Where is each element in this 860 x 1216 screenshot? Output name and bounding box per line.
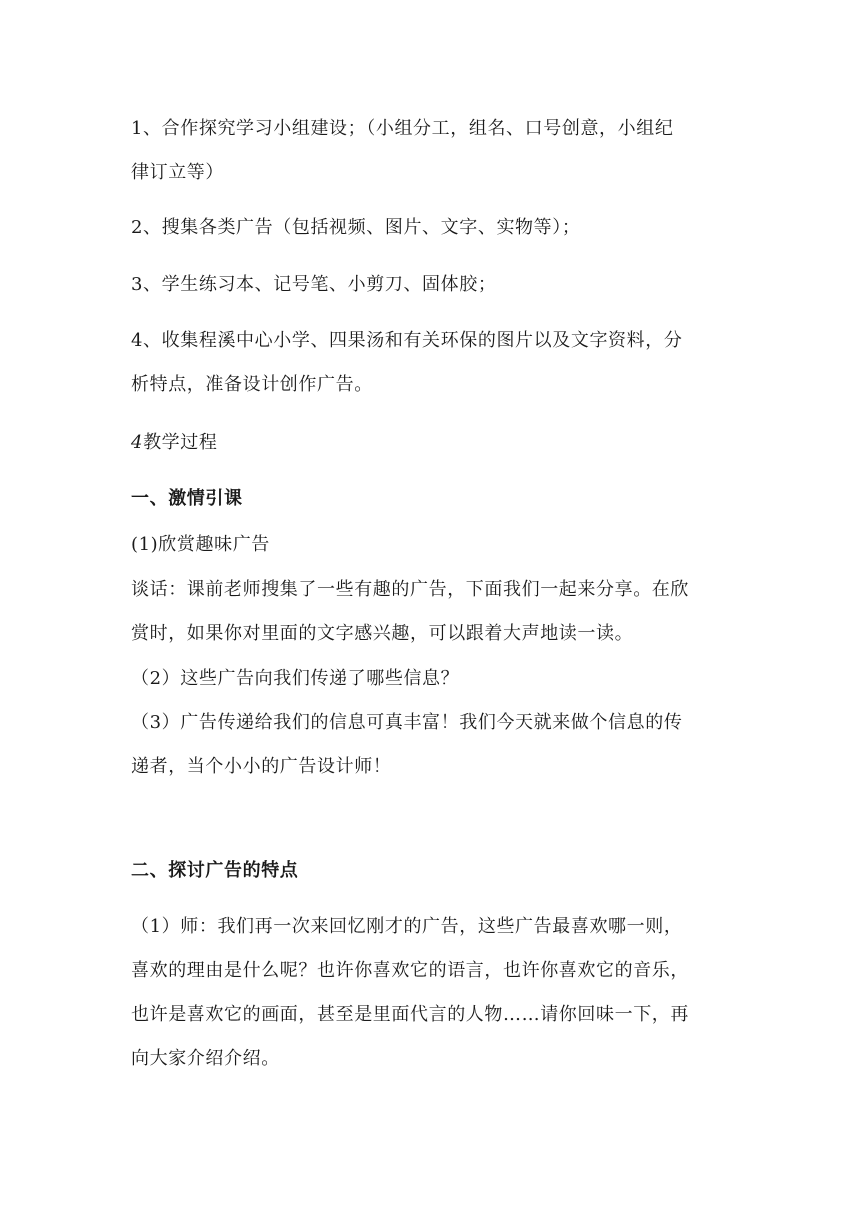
prep-item-3: 3、学生练习本、记号笔、小剪刀、固体胶； bbox=[131, 274, 497, 295]
prep-item-4-line-2: 析特点，准备设计创作广告。 bbox=[131, 374, 373, 395]
part-1-heading: 一、激情引课 bbox=[131, 488, 243, 509]
part-1-talk-line-2: 赏时，如果你对里面的文字感兴趣，可以跟着大声地读一读。 bbox=[131, 623, 634, 644]
part-1-step-2: （2）这些广告向我们传递了哪些信息？ bbox=[131, 668, 460, 689]
prep-item-4-line-1: 4、收集程溪中心小学、四果汤和有关环保的图片以及文字资料，分 bbox=[131, 330, 683, 351]
part-1-talk-line-1: 谈话：课前老师搜集了一些有趣的广告，下面我们一起来分享。在欣 bbox=[131, 579, 689, 600]
part-2-p1-line-3: 也许是喜欢它的画面，甚至是里面代言的人物……请你回味一下，再 bbox=[131, 1004, 689, 1025]
part-2-p1-line-1: （1）师：我们再一次来回忆刚才的广告，这些广告最喜欢哪一则， bbox=[131, 916, 683, 937]
prep-item-1-line-1: 1、合作探究学习小组建设；（小组分工，组名、口号创意，小组纪 bbox=[131, 118, 674, 139]
section-title bbox=[131, 431, 217, 455]
prep-item-1-line-2: 律订立等） bbox=[131, 162, 224, 183]
part-1-step-3-line-2: 递者，当个小小的广告设计师！ bbox=[131, 756, 392, 777]
part-2-p1-line-4: 向大家介绍介绍。 bbox=[131, 1048, 280, 1069]
prep-item-2: 2、搜集各类广告（包括视频、图片、文字、实物等）； bbox=[131, 217, 581, 238]
part-1-step-3-line-1: （3）广告传递给我们的信息可真丰富！我们今天就来做个信息的传 bbox=[131, 712, 683, 733]
section-number: 4 bbox=[131, 432, 144, 453]
part-2-p1-line-2: 喜欢的理由是什么呢？也许你喜欢它的语言，也许你喜欢它的音乐， bbox=[131, 960, 689, 981]
section-title-text: 教学过程 bbox=[143, 432, 218, 453]
part-1-step-1: (1)欣赏趣味广告 bbox=[131, 534, 270, 555]
part-2-heading: 二、探讨广告的特点 bbox=[131, 860, 299, 881]
